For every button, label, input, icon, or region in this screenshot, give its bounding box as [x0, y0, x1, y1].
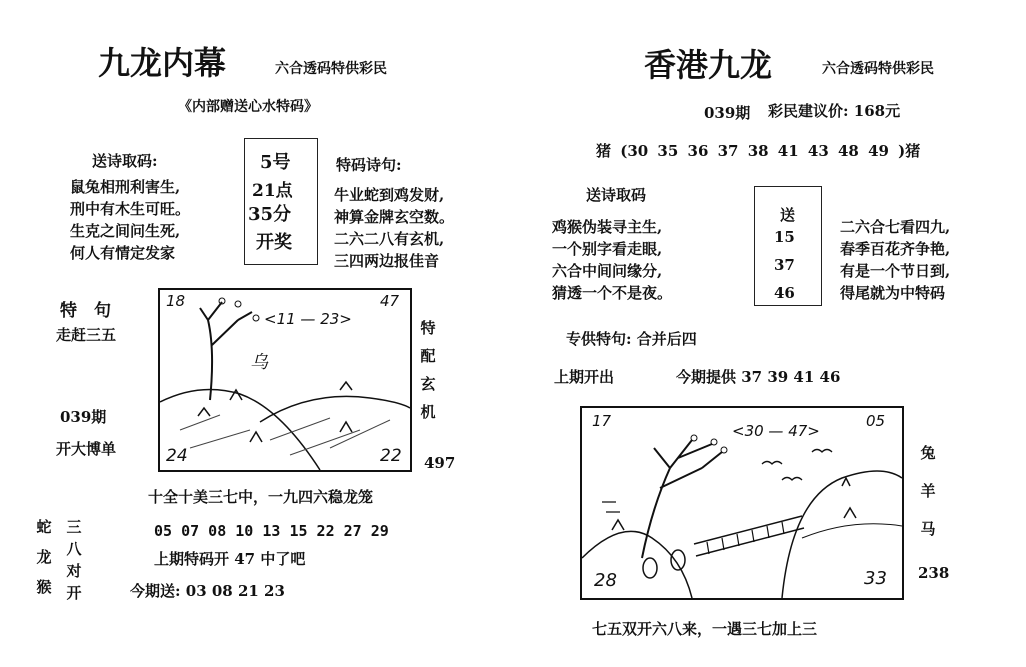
left-last-special: 上期特码开 47 中了吧 — [154, 550, 306, 568]
right-poem2-line-3: 有是一个节日到, — [840, 262, 951, 280]
left-picture-arrow-text: <11 — 23> — [264, 310, 352, 328]
left-picture-corner-tl: 18 — [166, 292, 186, 310]
left-zodiac-3: 猴 — [36, 578, 52, 596]
right-picture-arrow-text: <30 — 47> — [732, 422, 820, 440]
right-subtitle: 六合透码特供彩民 — [822, 61, 934, 77]
right-picture-corner-br: 33 — [864, 568, 887, 589]
left-pair-1: 三 — [66, 518, 82, 536]
right-last-issue: 上期开出 — [554, 368, 615, 386]
left-zodiac-column — [34, 512, 54, 602]
right-poem-line-3: 六合中间问缘分, — [552, 262, 663, 280]
right-issue: 039期 — [704, 104, 751, 122]
right-poem2-line-4: 得尾就为中特码 — [840, 284, 946, 302]
left-draw-hour: 21点 — [252, 181, 293, 201]
left-title: 九龙内幕 — [98, 44, 227, 82]
right-side-number: 238 — [918, 564, 950, 582]
left-numbers: 05 07 08 10 13 15 22 27 29 — [154, 522, 389, 540]
left-poem-line-1: 鼠兔相刑利害生, — [70, 178, 181, 196]
left-pairs-column — [64, 516, 84, 604]
right-pig-row: 猪 (30 35 36 37 38 41 43 48 49 )猪 — [596, 142, 921, 160]
left-poem-line-2: 刑中有木生可旺。 — [70, 200, 191, 218]
left-picture-corner-bl: 24 — [166, 446, 188, 466]
right-picture-corner-bl: 28 — [594, 570, 617, 591]
left-subtitle: 六合透码特供彩民 — [275, 61, 387, 77]
left-special-poem-line-1: 牛业蛇到鸡发财, — [334, 186, 445, 204]
right-poem2-line-2: 春季百花齐争艳, — [840, 240, 951, 258]
left-side-char-2: 配 — [420, 347, 436, 365]
left-zodiac-2: 龙 — [36, 548, 52, 566]
right-side-char-1: 兔 — [920, 444, 936, 462]
right-bottom-line: 七五双开六八来，一遇三七加上三 — [592, 620, 818, 638]
right-picture-corner-tr: 05 — [866, 412, 886, 430]
left-poem-line-3: 生克之间问生死, — [70, 222, 181, 240]
left-zodiac-1: 蛇 — [36, 518, 52, 536]
right-side-char-3: 马 — [920, 520, 936, 538]
left-special-poem-line-4: 三四两边报佳音 — [334, 252, 440, 270]
right-send-num-1: 15 — [774, 228, 795, 246]
right-poem-label: 送诗取码 — [586, 186, 647, 204]
right-price: 彩民建议价: 168元 — [768, 102, 901, 120]
left-side-char-3: 玄 — [420, 375, 436, 393]
left-pair-4: 开 — [66, 584, 82, 602]
left-pair-3: 对 — [66, 562, 82, 580]
left-picture-corner-br: 22 — [380, 446, 402, 466]
right-side-char-2: 羊 — [920, 482, 936, 500]
right-side-vertical — [918, 434, 938, 548]
left-side-char-1: 特 — [420, 319, 436, 337]
left-special-phrase: 走赶三五 — [56, 326, 117, 344]
left-side-vertical — [418, 314, 438, 426]
left-pair-2: 八 — [66, 540, 82, 558]
right-poem-line-2: 一个别字看走眼, — [552, 240, 663, 258]
left-draw-minute: 35分 — [248, 204, 292, 225]
left-issue-note: 开大博单 — [56, 440, 117, 458]
left-poem-label: 送诗取码: — [92, 152, 158, 170]
right-poem-line-1: 鸡猴伪装寻主生, — [552, 218, 663, 236]
right-today-offer: 今期提供 37 39 41 46 — [676, 368, 841, 386]
right-picture — [580, 406, 904, 600]
left-issue: 039期 — [60, 408, 107, 426]
right-poem2-line-1: 二六合七看四九, — [840, 218, 951, 236]
right-send-num-3: 46 — [774, 284, 795, 302]
left-gift-note: 《内部赠送心水特码》 — [178, 99, 318, 115]
right-picture-corner-tl: 17 — [592, 412, 612, 430]
left-picture-corner-tr: 47 — [380, 292, 400, 310]
left-side-number: 497 — [424, 454, 456, 472]
left-line1: 十全十美三七中，一九四六稳龙笼 — [148, 488, 374, 506]
left-picture — [158, 288, 412, 472]
left-draw-day: 5号 — [260, 152, 291, 173]
left-poem-line-4: 何人有情定发家 — [70, 244, 176, 262]
left-side-char-4: 机 — [420, 403, 436, 421]
left-special-poem-label: 特码诗句: — [336, 156, 402, 174]
right-title: 香港九龙 — [644, 46, 773, 84]
left-draw-open: 开奖 — [256, 232, 292, 253]
left-special-poem-line-3: 二六二八有玄机, — [334, 230, 445, 248]
left-picture-char: 乌 — [250, 352, 268, 373]
right-send-label: 送 — [780, 206, 796, 224]
left-special-phrase-label: 特 句 — [60, 301, 111, 321]
left-today-send: 今期送: 03 08 21 23 — [130, 582, 285, 600]
right-poem-line-4: 猜透一个不是夜。 — [552, 284, 673, 302]
left-special-poem-line-2: 神算金牌玄空数。 — [334, 208, 455, 226]
right-send-num-2: 37 — [774, 256, 795, 274]
right-special-phrase: 专供特句: 合并后四 — [566, 330, 697, 348]
